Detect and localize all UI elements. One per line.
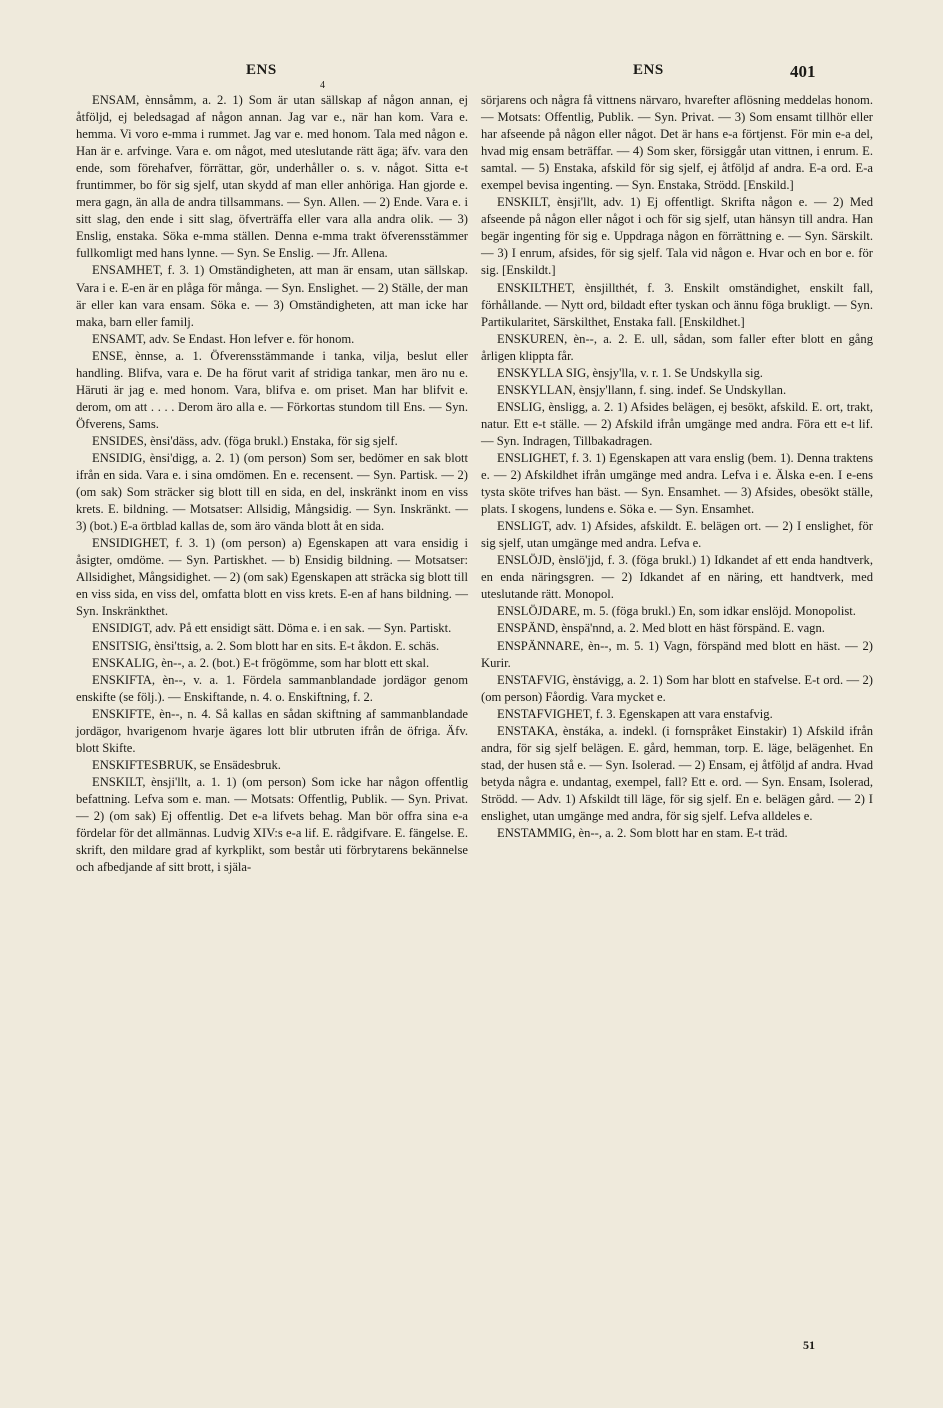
entry-enskiftesbruk: ENSKIFTESBRUK, se Ensädesbruk. xyxy=(92,757,281,772)
entry-enskilt-continued: sörjarens och några få vittnens närvaro, hvarefter aflösning meddelas honom. — Motsats: Offentlig, Publik. — Syn. Privat. — 3) Som ensamt tillhör eller har afseende på någon eller något. Det är hans e-a förtjenst. För min e-a del, hvad mig ensam beträffar. — 4) Som sker, försiggår utan vittnen, i enrum. E. samtal. — 5) Enstaka, afskild för sig sjelf, ej åtföljd af andra. E-a ord. E-a exempel bevisa ingenting. — Syn. Enstaka, Strödd. [Enskild.] xyxy=(481,93,873,193)
entry-enskifta: ENSKIFTA, èn--, v. a. 1. Fördela sammanblandade jordägor genom enskifte (se följ.). — Enskiftande, n. 4. o. Enskiftning, f. 2. xyxy=(76,672,468,704)
entry-ensitsig: ENSITSIG, ènsi'ttsig, a. 2. Som blott har en sits. E-t åkdon. E. schäs. xyxy=(92,638,440,653)
entry-ensamt: ENSAMT, adv. Se Endast. Hon lefver e. för honom. xyxy=(92,331,355,346)
entry-ensidig: ENSIDIG, ènsi'digg, a. 2. 1) (om person) Som ser, bedömer en sak blott ifrån en sida. Vara e. i sina omdömen. En e. recensent. — Syn. Partisk. — 2) (om sak) Som sträcker sig blott till en sida, en del, inskränkt inom en viss krets. E. bildning. — Motsatser: Allsidig, Mångsidig. — Syn. Inskränkt. — 3) (bot.) E-a örtblad kallas de, som äro vända blott åt en sida. xyxy=(76,450,468,534)
entry-enskyllan: ENSKYLLAN, ènsjy'llann, f. sing. indef. Se Undskyllan. xyxy=(497,382,787,397)
running-head-left: ENS xyxy=(246,62,277,78)
left-column xyxy=(76,92,468,876)
entry-enspannare: ENSPÄNNARE, èn--, m. 5. 1) Vagn, förspänd med blott en häst. — 2) Kurir. xyxy=(481,638,873,670)
entry-enstaka: ENSTAKA, ènstáka, a. indekl. (i fornspråket Einstakir) 1) Afskild ifrån andra, för sig sjelf belägen. E. gård, hemman, torp. E. läge, belägenhet. En stad, der husen stå e. — Syn. Isolerad. — 2) Ensam, ej åtföljd af andra. Hvad betyda några e. undantag, exempel, fall? Ett e. ord. — Syn. Ensam, Isolerad, Strödd. — Adv. 1) Afskildt till läge, för sig sjelf. En e. belägen gård. — 2) I enslighet, utan umgänge med andra, för sig sjelf. Lefva alldeles e. xyxy=(481,723,873,823)
signature-mark: 51 xyxy=(803,1338,815,1352)
entry-enskalig: ENSKALIG, èn--, a. 2. (bot.) E-t frögömme, som har blott ett skal. xyxy=(92,655,430,670)
page-number: 401 xyxy=(790,62,816,81)
entry-ensam: ENSAM, ènnsåmm, a. 2. 1) Som är utan sällskap af någon annan, ej åtföljd, ej beledsagad af någon annan. Jag var e., när han kom. Vara e. hemma. Vi voro e-mma i rummet. Jag var e. med honom. Tala med någon e. Han är e. arfvinge. Vara e. om något, med uteslutande rätt äga; äfv. vara den ende, som förehafver, förrättar, gör, underhåller o. s. v. något. Sitta e-t fruntimmer, bo för sig sjelf, utan skydd af man eller anhöriga. Han gjorde e. mera gagn, än alla de andra tillsammans. — Syn. Allen. — 2) Ende. Vara e. i sitt slag, den ende i sitt slag, öfverträffa eller vara alla andra olik. — 3) Enslig, enstaka. Söka e-mma ställen. Denna e-mma trakt öfverensstämmer fullkomligt med hans lynne. — Syn. Se Enslig. — Jfr. Allena. xyxy=(76,93,468,261)
entry-enstafvighet: ENSTAFVIGHET, f. 3. Egenskapen att vara enstafvig. xyxy=(497,706,773,721)
entry-enskuren: ENSKUREN, èn--, a. 2. E. ull, sådan, som faller efter blott en gång årligen klippta får. xyxy=(481,331,873,363)
entry-enslig: ENSLIG, ènsligg, a. 2. 1) Afsides belägen, ej besökt, afskild. E. ort, trakt, natur. Ett e-t ställe. — 2) Afskild ifrån umgänge med andra. Föra ett e-t lif. — Syn. Indragen, Tillbakadragen. xyxy=(481,399,873,448)
entry-enskilthet: ENSKILTHET, ènsjillthét, f. 3. Enskilt omständighet, enskilt fall, förhållande. — Nytt ord, bildadt efter tyskan och ännu föga brukligt. — Syn. Partikularitet, Särskilthet, Enstaka fall. [Enskildhet.] xyxy=(481,280,873,329)
right-column xyxy=(481,92,873,842)
entry-enskilt-adv: ENSKILT, ènsji'llt, adv. 1) Ej offentligt. Skrifta någon e. — 2) Med afseende på någon eller något i och för sig sjelf, utan hänsyn till andra. Han begär ingenting för sig e. Uppdraga någon en förrättning e. — Syn. Särskilt. — 3) I enrum, afsides, för sig sjelf. Tala vid någon e. Hvar och en bor e. för sig. [Enskildt.] xyxy=(481,195,873,278)
running-head-right: ENS xyxy=(633,62,664,78)
entry-enskilt-a: ENSKILT, ènsji'llt, a. 1. 1) (om person) Som icke har någon offentlig befattning. Lefva som e. man. — Motsats: Offentlig, Publik. — Syn. Privat. — 2) (om sak) Ej offentlig. Det e-a lifvets behag. Man bör offra sina e-a fördelar för det allmännas. Ludvig XIV:s e-a lif. E. rådgifvare. E. fängelse. E. skrift, den mildare grad af kyrkplikt, som består uti förbrytarens bekännelse och afbedjande af sitt brott, i själa- xyxy=(76,774,468,875)
entry-ensligt: ENSLIGT, adv. 1) Afsides, afskildt. E. belägen ort. — 2) I enslighet, för sig sjelf, utan umgänge med andra. Lefva e. xyxy=(481,519,873,551)
entry-ensides: ENSIDES, ènsi'däss, adv. (föga brukl.) Enstaka, för sig sjelf. xyxy=(92,433,398,448)
top-mark: 4 xyxy=(320,80,325,91)
entry-enspand: ENSPÄND, ènspä'nnd, a. 2. Med blott en häst förspänd. E. vagn. xyxy=(497,621,825,636)
entry-enslojd: ENSLÖJD, ènslö'jjd, f. 3. (föga brukl.) 1) Idkandet af ett enda handtverk, en enda näringsgren. — 2) Idkandet af en näring, ett handtverk, med uteslutande rätt. Monopol. xyxy=(481,553,873,602)
entry-enslighet: ENSLIGHET, f. 3. 1) Egenskapen att vara enslig (bem. 1). Denna traktens e. — 2) Afskildhet ifrån umgänge med andra. Lefva i e. Älska e-en. I e-ens tysta sköte trifves han bäst. — Syn. Ensamhet. — 3) Afsides, obesökt ställe, plats. I skogens, lundens e. Söka e. — Syn. Ensamhet. xyxy=(481,450,873,517)
entry-ensamhet: ENSAMHET, f. 3. 1) Omständigheten, att man är ensam, utan sällskap. Vara i e. E-en är en plåga för många. — Syn. Enslighet. — 2) Ställe, der man är eller kan vara ensam. Söka e. — 3) Omständigheten, att man icke har maka, barn eller familj. xyxy=(76,263,468,329)
entry-ense: ENSE, ènnse, a. 1. Öfverensstämmande i tanka, vilja, beslut eller handling. Blifva, vara e. De ha förut varit af stridiga tankar, men äro nu e. Häruti är jag e. med honom. Vara, blifva e. om priset. Man har blifvit e. derom, om att . . . . Derom äro alla e. — Förkortas stundom till Ens. — Syn. Öfverens, Sams. xyxy=(76,348,468,431)
entry-enskifte: ENSKIFTE, èn--, n. 4. Så kallas en sådan skiftning af sammanblandade jordägor, hvarigenom hvarje ägares lott blir utbruten ifrån de öfriga. Äfv. blott Skifte. xyxy=(76,706,468,755)
entry-enstammig: ENSTAMMIG, èn--, a. 2. Som blott har en stam. E-t träd. xyxy=(497,826,788,841)
entry-enskylla-sig: ENSKYLLA SIG, ènsjy'lla, v. r. 1. Se Undskylla sig. xyxy=(497,365,763,380)
entry-ensidigt: ENSIDIGT, adv. På ett ensidigt sätt. Döma e. i en sak. — Syn. Partiskt. xyxy=(92,621,452,636)
entry-enslojdare: ENSLÖJDARE, m. 5. (föga brukl.) En, som idkar enslöjd. Monopolist. xyxy=(497,604,856,619)
entry-enstafvig: ENSTAFVIG, ènstávigg, a. 2. 1) Som har blott en stafvelse. E-t ord. — 2) (om person) Fåordig. Vara mycket e. xyxy=(481,672,873,704)
entry-ensidighet: ENSIDIGHET, f. 3. 1) (om person) a) Egenskapen att vara ensidig i åsigter, omdöme. — Syn. Partiskhet. — b) Ensidig bildning. — Motsatser: Allsidighet, Mångsidighet. — 2) (om sak) Egenskapen att sträcka sig blott till en viss sida, en viss del, omfatta blott en viss krets. E-en af hans bildning. — Syn. Inskränkthet. xyxy=(76,536,468,619)
